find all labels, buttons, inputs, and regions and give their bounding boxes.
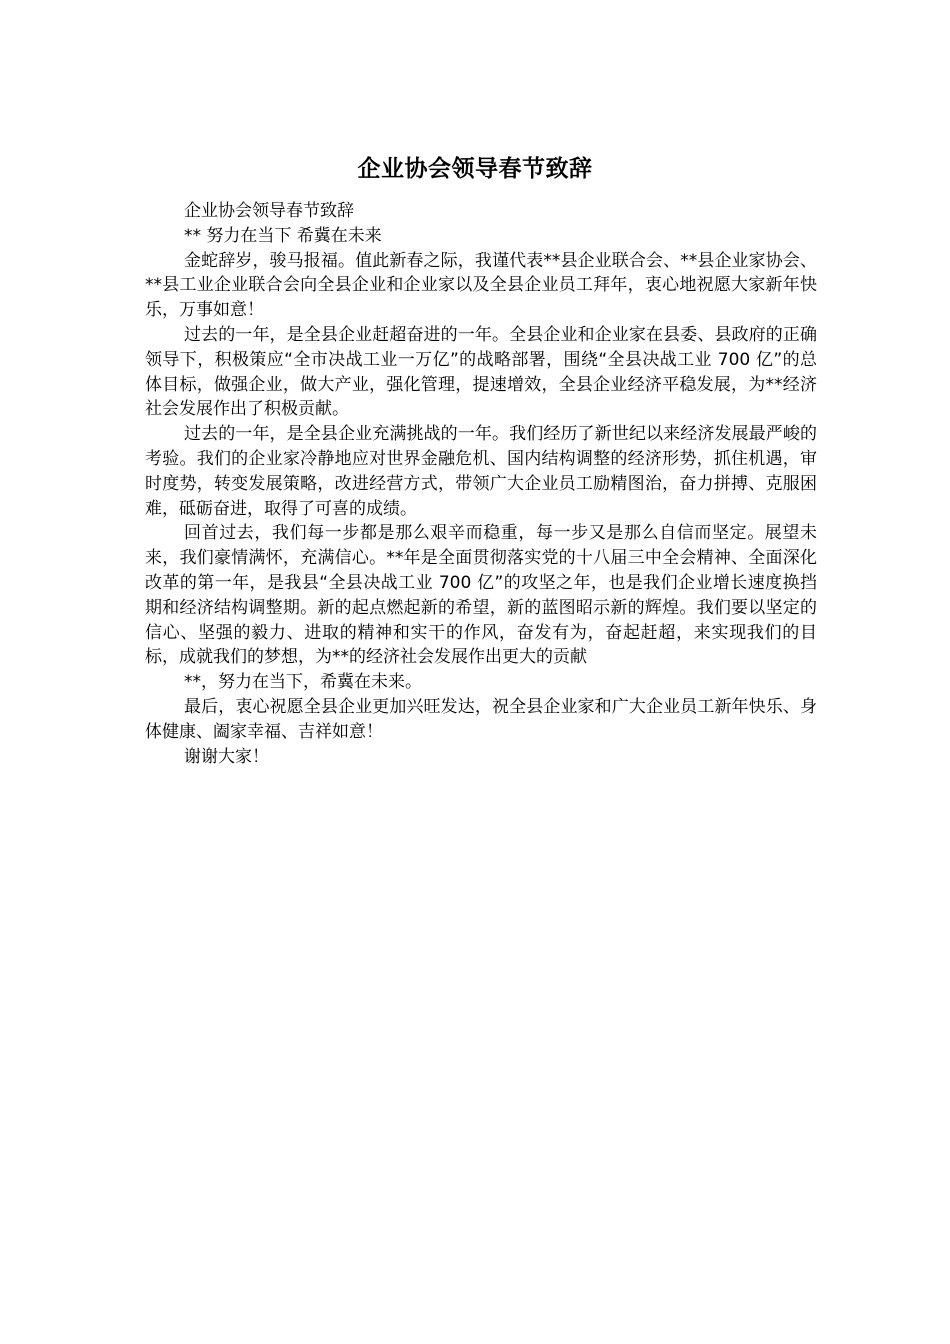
slogan-line: ** 努力在当下 希冀在未来	[184, 225, 382, 246]
paragraph-thanks: 谢谢大家！	[184, 746, 269, 767]
paragraph-past-year-progress: 过去的一年，是全县企业赶超奋进的一年。全县企业和企业家在县委、县政府的正确领导下，积极策应“全市决战工业一万亿”的战略部署，围绕“全县决战工业 700 亿”的总体目标，做强企业，做大产业，强化管理，提速增效，全县企业经济平稳发展，为**经济社会发展作出了积极贡献。	[145, 324, 817, 420]
paragraph-motto: **，努力在当下，希冀在未来。	[184, 672, 422, 693]
paragraph-outlook: 回首过去，我们每一步都是那么艰辛而稳重，每一步又是那么自信而坚定。展望未来，我们豪情满怀，充满信心。**年是全面贯彻落实党的十八届三中全会精神、全面深化改革的第一年，是我县“全县决战工业 700 亿”的攻坚之年，也是我们企业增长速度换挡期和经济结构调整期。新的起点燃起新的希望，新的蓝图昭示新的辉煌。我们要以坚定的信心、坚强的毅力、进取的精神和实干的作风，奋发有为，奋起赶超，来实现我们的目标，成就我们的梦想，为**的经济社会发展作出更大的贡献	[145, 523, 817, 668]
paragraph-past-year-challenges: 过去的一年，是全县企业充满挑战的一年。我们经历了新世纪以来经济发展最严峻的考验。我们的企业家冷静地应对世界金融危机、国内结构调整的经济形势，抓住机遇，审时度势，转变发展策略，改进经营方式，带领广大企业员工励精图治，奋力拼搏、克服困难，砥砺奋进，取得了可喜的成绩。	[145, 424, 817, 519]
document-title: 企业协会领导春节致辞	[357, 156, 593, 182]
document-body	[145, 199, 817, 769]
subtitle-line: 企业协会领导春节致辞	[184, 201, 354, 221]
paragraph-closing-wishes: 最后，衷心祝愿全县企业更加兴旺发达，祝全县企业家和广大企业员工新年快乐、身体健康、阖家幸福、吉祥如意！	[145, 696, 817, 742]
paragraph-greeting: 金蛇辞岁，骏马报福。值此新春之际，我谨代表**县企业联合会、**县企业家协会、**县工业企业联合会向全县企业和企业家以及全县企业员工拜年，衷心地祝愿大家新年快乐，万事如意！	[145, 250, 817, 321]
